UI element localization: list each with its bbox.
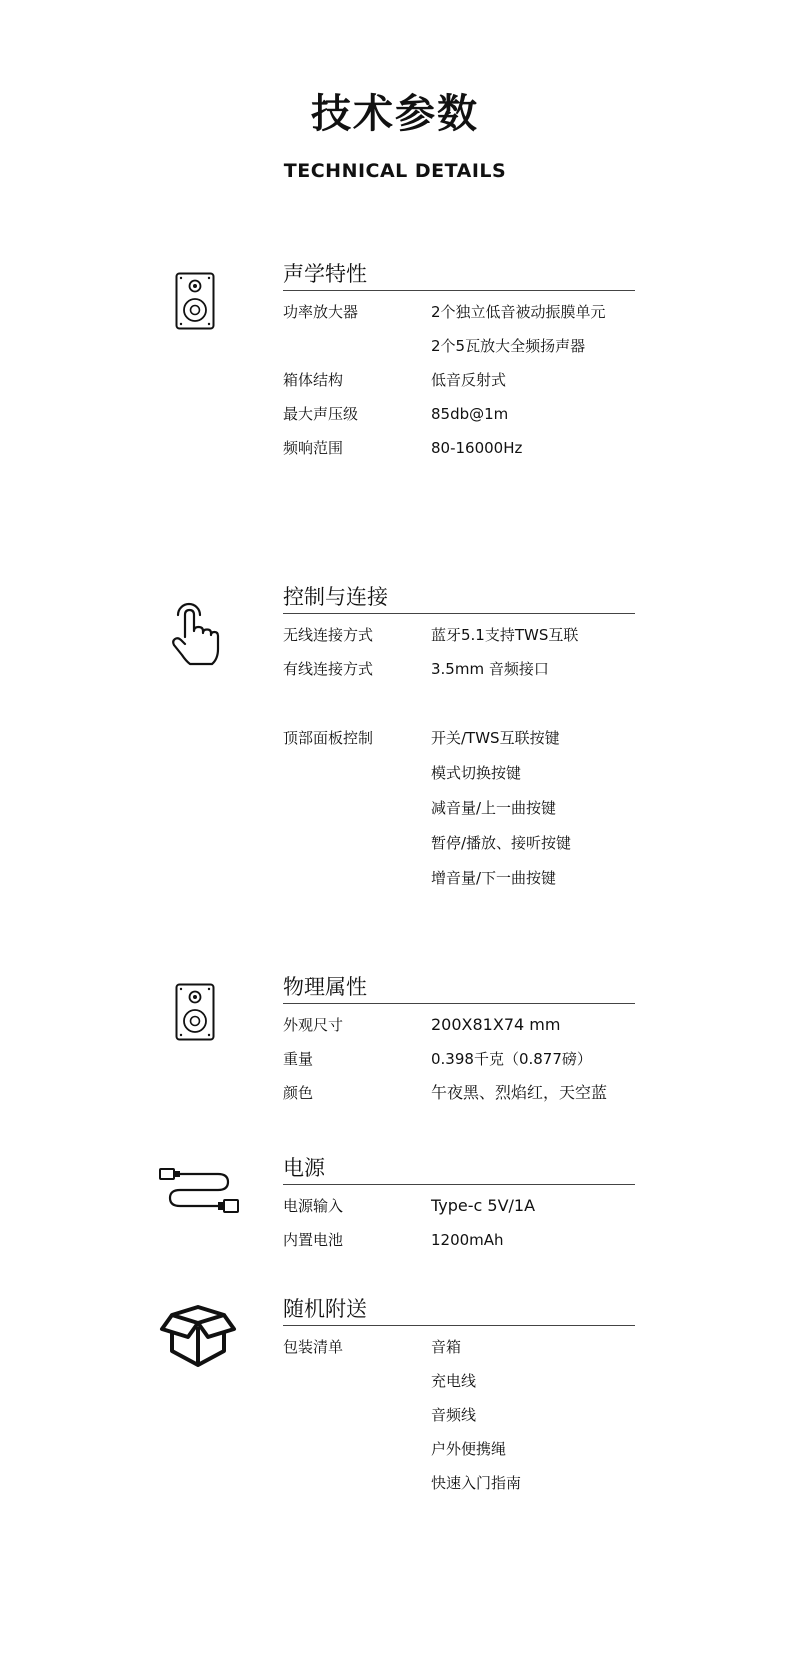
page-title: 技术参数 [311, 91, 479, 137]
spec-value: 2个独立低音被动振膜单元 [431, 303, 606, 321]
section-heading: 声学特性 [283, 260, 635, 291]
usb-cable-icon [158, 1166, 242, 1222]
spec-value: 音频线 [431, 1406, 477, 1424]
spec-value: 充电线 [431, 1372, 477, 1390]
speaker-icon [175, 272, 215, 334]
spec-value: 200X81X74 mm [431, 1015, 561, 1034]
spec-value: Type-c 5V/1A [431, 1196, 536, 1215]
spec-value: 模式切换按键 [431, 764, 522, 782]
spec-value: 0.398千克（0.877磅） [431, 1050, 592, 1068]
spec-value: 80-16000Hz [431, 439, 523, 457]
page-subtitle: TECHNICAL DETAILS [283, 160, 507, 182]
spec-label: 内置电池 [283, 1231, 344, 1249]
spec-value: 午夜黑、烈焰红，天空蓝 [431, 1083, 608, 1102]
spec-label: 顶部面板控制 [283, 729, 374, 747]
spec-value: 户外便携绳 [431, 1440, 507, 1458]
spec-label: 有线连接方式 [283, 660, 374, 678]
spec-value: 低音反射式 [431, 371, 507, 389]
section-heading: 随机附送 [283, 1295, 635, 1326]
spec-value: 3.5mm 音频接口 [431, 660, 549, 678]
spec-label: 箱体结构 [283, 371, 344, 389]
touch-hand-icon [170, 601, 220, 671]
spec-value: 蓝牙5.1支持TWS互联 [431, 626, 579, 644]
open-box-icon [158, 1303, 238, 1373]
spec-value: 音箱 [431, 1338, 462, 1356]
spec-value: 暂停/播放、接听按键 [431, 834, 572, 852]
spec-label: 最大声压级 [283, 405, 359, 423]
spec-label: 频响范围 [283, 439, 344, 457]
spec-label: 包装清单 [283, 1338, 344, 1356]
section-heading: 控制与连接 [283, 583, 635, 614]
section-heading: 电源 [283, 1154, 635, 1185]
spec-label: 外观尺寸 [283, 1016, 344, 1034]
spec-label: 颜色 [283, 1084, 314, 1102]
spec-label: 无线连接方式 [283, 626, 374, 644]
spec-label: 电源输入 [283, 1197, 344, 1215]
spec-value: 减音量/上一曲按键 [431, 799, 557, 817]
spec-value: 85db@1m [431, 405, 509, 423]
spec-label: 功率放大器 [283, 303, 359, 321]
spec-value: 快速入门指南 [431, 1474, 522, 1492]
spec-label: 重量 [283, 1050, 314, 1068]
spec-value: 开关/TWS互联按键 [431, 729, 560, 747]
spec-value: 增音量/下一曲按键 [431, 869, 557, 887]
speaker-icon [175, 983, 215, 1045]
spec-value: 2个5瓦放大全频扬声器 [431, 337, 586, 355]
spec-value: 1200mAh [431, 1231, 504, 1249]
section-heading: 物理属性 [283, 973, 635, 1004]
